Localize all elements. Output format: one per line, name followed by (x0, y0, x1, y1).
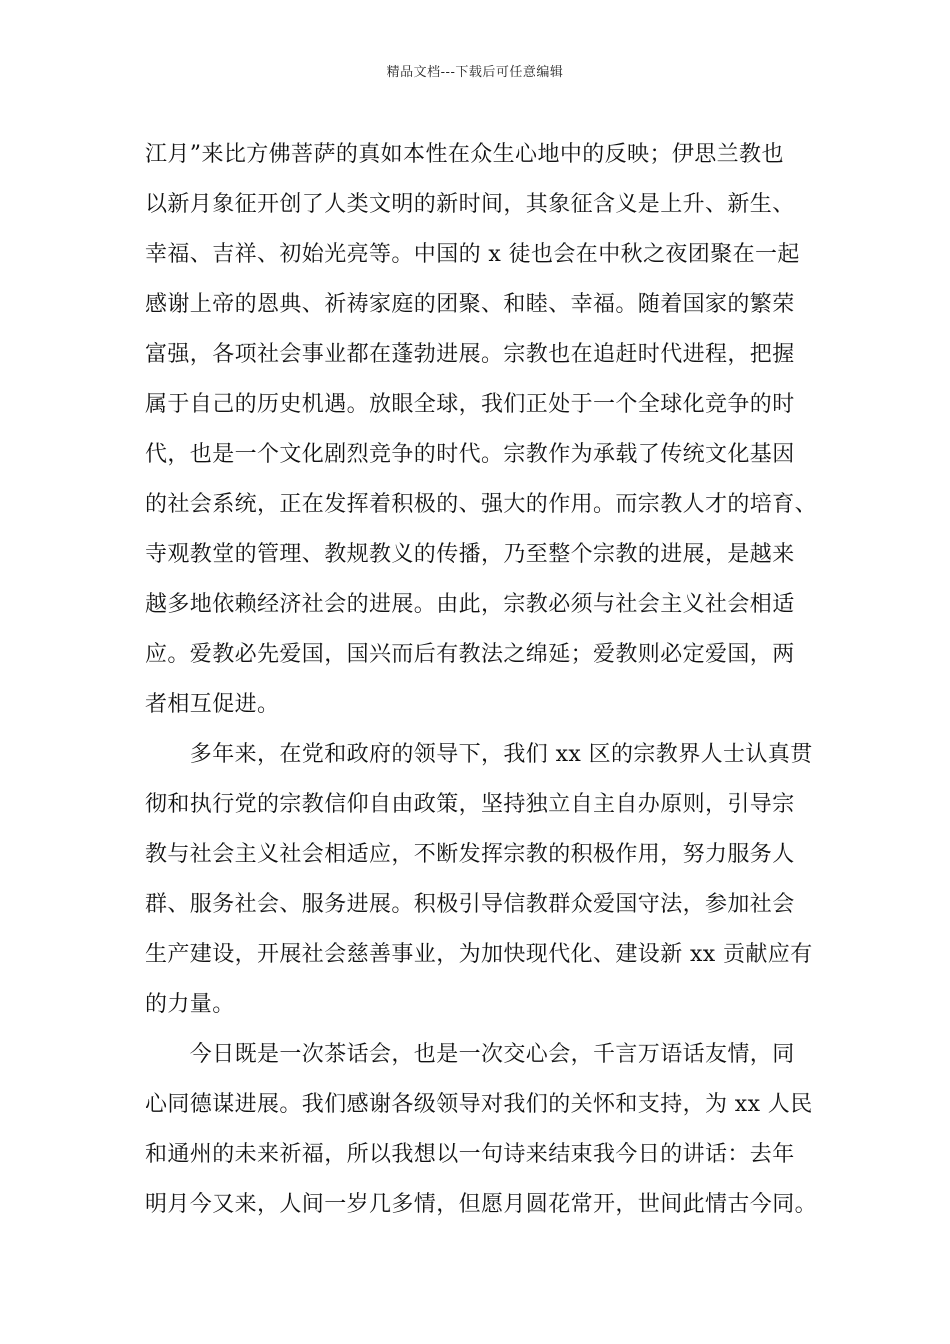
paragraph-2 (145, 730, 835, 1030)
text-line: 代，也是一个文化剧烈竞争的时代。宗教作为承载了传统文化基因 (145, 442, 795, 467)
text-line: 明月今又来，人间一岁几多情，但愿月圆花常开，世间此情古今同。 (145, 1192, 818, 1217)
text-line: 和通州的未来祈福，所以我想以一句诗来结束我今日的讲话：去年 (145, 1142, 795, 1167)
text-line: 群、服务社会、服务进展。积极引导信教群众爱国守法，参加社会 (145, 892, 795, 917)
text-line: 者相互促进。 (145, 692, 280, 717)
text-line: 彻和执行党的宗教信仰自由政策，坚持独立自主自办原则，引导宗 (145, 792, 795, 817)
text-line: 今日既是一次茶话会，也是一次交心会，千言万语话友情，同 (145, 1042, 795, 1067)
paragraph-3 (145, 1030, 835, 1230)
text-line: 多年来，在党和政府的领导下，我们 xx 区的宗教界人士认真贯 (145, 742, 813, 767)
text-line: 的社会系统，正在发挥着积极的、强大的作用。而宗教人才的培育、 (145, 492, 818, 517)
text-line: 的力量。 (145, 992, 235, 1017)
text-line: 江月”来比方佛菩萨的真如本性在众生心地中的反映；伊思兰教也 (145, 142, 784, 167)
text-line: 越多地依赖经济社会的进展。由此，宗教必须与社会主义社会相适 (145, 592, 795, 617)
text-line: 寺观教堂的管理、教规教义的传播，乃至整个宗教的进展，是越来 (145, 542, 795, 567)
text-line: 属于自己的历史机遇。放眼全球，我们正处于一个全球化竞争的时 (145, 392, 795, 417)
text-line: 应。爱教必先爱国，国兴而后有教法之绵延；爱教则必定爱国，两 (145, 642, 795, 667)
text-line: 感谢上帝的恩典、祈祷家庭的团聚、和睦、幸福。随着国家的繁荣 (145, 292, 795, 317)
text-line: 幸福、吉祥、初始光亮等。中国的 x 徒也会在中秋之夜团聚在一起 (145, 242, 800, 267)
text-line: 富强，各项社会事业都在蓬勃进展。宗教也在追赶时代进程，把握 (145, 342, 795, 367)
paragraph-1 (145, 130, 835, 730)
text-line: 教与社会主义社会相适应，不断发挥宗教的积极作用，努力服务人 (145, 842, 795, 867)
document-body (145, 130, 835, 1230)
text-line: 心同德谋进展。我们感谢各级领导对我们的关怀和支持，为 xx 人民 (145, 1092, 813, 1117)
page-header: 精品文档---下载后可任意编辑 (386, 65, 564, 80)
text-line: 以新月象征开创了人类文明的新时间，其象征含义是上升、新生、 (145, 192, 795, 217)
text-line: 生产建设，开展社会慈善事业，为加快现代化、建设新 xx 贡献应有 (145, 942, 813, 967)
